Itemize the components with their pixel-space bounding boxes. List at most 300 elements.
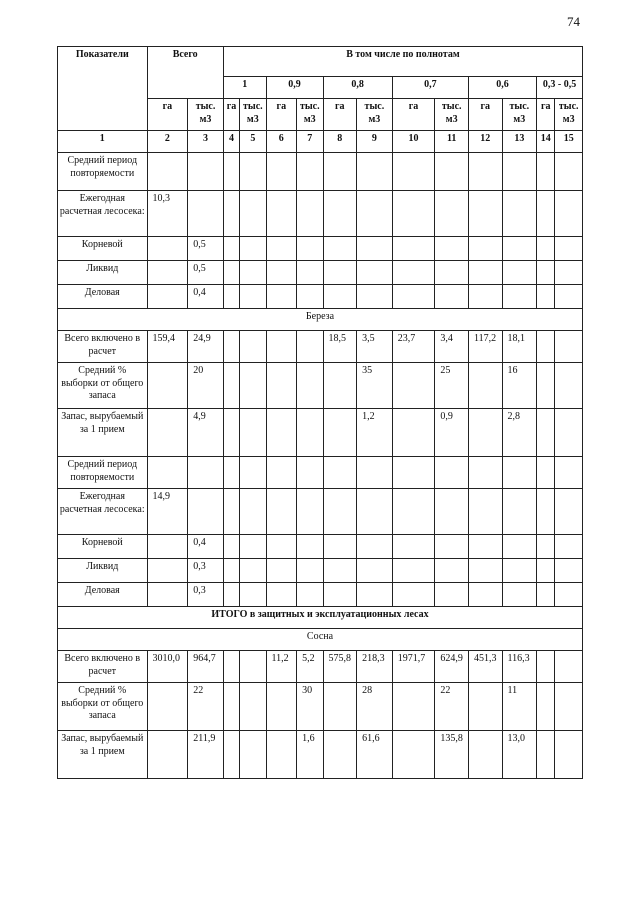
- table-cell: [223, 237, 239, 261]
- table-row: [58, 457, 583, 489]
- table-cell: [223, 559, 239, 583]
- table-cell: 16: [502, 363, 537, 409]
- table-cell: 22: [435, 683, 469, 731]
- table-row: [58, 651, 583, 683]
- column-number: 2: [147, 131, 188, 153]
- table-cell: 575,8: [323, 651, 357, 683]
- table-cell: [266, 261, 297, 285]
- table-cell: [323, 731, 357, 779]
- table-cell: [240, 285, 266, 309]
- header-including-by-density: В том числе по полнотам: [223, 47, 582, 77]
- row-label: Ежегодная расчетная лесосека:: [58, 489, 148, 535]
- table-cell: [555, 457, 583, 489]
- table-cell: [357, 261, 393, 285]
- table-cell: [297, 409, 323, 457]
- table-cell: [502, 261, 537, 285]
- table-cell: [555, 651, 583, 683]
- table-cell: [468, 153, 502, 191]
- table-cell: 4,9: [188, 409, 224, 457]
- table-cell: [240, 683, 266, 731]
- column-number: 10: [392, 131, 435, 153]
- page-number: 74: [567, 14, 580, 29]
- table-cell: [266, 331, 297, 363]
- table-cell: [537, 457, 555, 489]
- unit-ha: га: [392, 99, 435, 131]
- section-row: [58, 629, 583, 651]
- column-number: 9: [357, 131, 393, 153]
- table-cell: [468, 457, 502, 489]
- table-cell: 24,9: [188, 331, 224, 363]
- table-cell: 23,7: [392, 331, 435, 363]
- table-cell: [555, 535, 583, 559]
- table-row: [58, 363, 583, 409]
- row-label: Корневой: [58, 237, 148, 261]
- table-cell: [537, 489, 555, 535]
- table-cell: [223, 583, 239, 607]
- table-cell: [147, 583, 188, 607]
- table-cell: 135,8: [435, 731, 469, 779]
- table-cell: [240, 489, 266, 535]
- row-label: Всего включено в расчет: [58, 331, 148, 363]
- table-cell: [502, 153, 537, 191]
- table-row: [58, 683, 583, 731]
- table-cell: [266, 583, 297, 607]
- table-cell: 5,2: [297, 651, 323, 683]
- table-cell: [323, 261, 357, 285]
- table-cell: [502, 489, 537, 535]
- table-cell: [223, 489, 239, 535]
- table-cell: [435, 237, 469, 261]
- table-cell: [392, 559, 435, 583]
- table-cell: [555, 363, 583, 409]
- table-cell: [297, 261, 323, 285]
- table-cell: [555, 237, 583, 261]
- table-cell: 3010,0: [147, 651, 188, 683]
- table-cell: 117,2: [468, 331, 502, 363]
- table-cell: 0,5: [188, 261, 224, 285]
- table-cell: [223, 191, 239, 237]
- table-cell: [266, 237, 297, 261]
- table-cell: [468, 285, 502, 309]
- table-row: [58, 191, 583, 237]
- table-cell: [468, 191, 502, 237]
- table-cell: [240, 457, 266, 489]
- table-cell: [537, 683, 555, 731]
- table-cell: [240, 583, 266, 607]
- table-cell: [323, 683, 357, 731]
- header-density: 0,6: [468, 77, 536, 99]
- table-cell: [537, 731, 555, 779]
- table-cell: 0,4: [188, 535, 224, 559]
- table-cell: [357, 535, 393, 559]
- column-number: 14: [537, 131, 555, 153]
- table-cell: [223, 153, 239, 191]
- table-row: [58, 731, 583, 779]
- table-cell: 18,5: [323, 331, 357, 363]
- table-cell: [323, 191, 357, 237]
- section-label: Береза: [58, 309, 583, 331]
- table-cell: [223, 261, 239, 285]
- table-cell: [297, 535, 323, 559]
- table-cell: 159,4: [147, 331, 188, 363]
- table-cell: 0,5: [188, 237, 224, 261]
- table-cell: 211,9: [188, 731, 224, 779]
- table-cell: [357, 457, 393, 489]
- table-cell: [240, 535, 266, 559]
- table-cell: [266, 535, 297, 559]
- table-cell: [392, 409, 435, 457]
- table-cell: 964,7: [188, 651, 224, 683]
- table-cell: 116,3: [502, 651, 537, 683]
- table-cell: 61,6: [357, 731, 393, 779]
- table-cell: 0,9: [435, 409, 469, 457]
- table-cell: 18,1: [502, 331, 537, 363]
- table-cell: [502, 237, 537, 261]
- section-label: ИТОГО в защитных и эксплуатационных лесах: [58, 607, 583, 629]
- table-cell: [266, 409, 297, 457]
- table-cell: [147, 535, 188, 559]
- column-number: 12: [468, 131, 502, 153]
- table-cell: [147, 261, 188, 285]
- column-number: 3: [188, 131, 224, 153]
- table-cell: [502, 457, 537, 489]
- table-cell: [297, 457, 323, 489]
- table-cell: [502, 285, 537, 309]
- row-label: Ежегодная расчетная лесосека:: [58, 191, 148, 237]
- table-cell: [223, 331, 239, 363]
- table-row: [58, 331, 583, 363]
- table-cell: 11: [502, 683, 537, 731]
- table-cell: 3,5: [357, 331, 393, 363]
- table-cell: [502, 535, 537, 559]
- table-cell: [266, 731, 297, 779]
- table-row: [58, 285, 583, 309]
- table-cell: 22: [188, 683, 224, 731]
- unit-volume: тыс. м3: [240, 99, 266, 131]
- section-row: [58, 607, 583, 629]
- table-cell: [392, 583, 435, 607]
- header-density: 0,3 - 0,5: [537, 77, 583, 99]
- table-cell: [297, 363, 323, 409]
- table-row: [58, 489, 583, 535]
- row-label: Запас, вырубаемый за 1 прием: [58, 409, 148, 457]
- table-cell: [468, 237, 502, 261]
- table-cell: [435, 285, 469, 309]
- table-cell: [147, 237, 188, 261]
- header-indicators: Показатели: [58, 47, 148, 131]
- table-cell: [223, 535, 239, 559]
- forest-data-table: [57, 46, 583, 779]
- table-cell: [188, 191, 224, 237]
- row-label: Деловая: [58, 285, 148, 309]
- table-cell: [537, 559, 555, 583]
- table-cell: [223, 731, 239, 779]
- table-cell: [323, 363, 357, 409]
- table-cell: [323, 285, 357, 309]
- table-cell: [357, 285, 393, 309]
- table-cell: [266, 559, 297, 583]
- table-cell: [297, 559, 323, 583]
- table-cell: [555, 331, 583, 363]
- table-cell: [392, 261, 435, 285]
- table-cell: [555, 409, 583, 457]
- row-label: Средний период повторяемости: [58, 457, 148, 489]
- table-cell: [240, 261, 266, 285]
- table-cell: [223, 683, 239, 731]
- table-cell: [468, 489, 502, 535]
- table-cell: [468, 261, 502, 285]
- table-row: [58, 409, 583, 457]
- table-cell: [266, 457, 297, 489]
- header-density: 0,8: [323, 77, 392, 99]
- table-cell: 3,4: [435, 331, 469, 363]
- column-number: 1: [58, 131, 148, 153]
- table-cell: 1,6: [297, 731, 323, 779]
- table-cell: 13,0: [502, 731, 537, 779]
- table-cell: [537, 191, 555, 237]
- column-number: 5: [240, 131, 266, 153]
- table-cell: [537, 363, 555, 409]
- unit-ha: га: [323, 99, 357, 131]
- table-cell: 35: [357, 363, 393, 409]
- table-cell: [502, 583, 537, 607]
- table-cell: [392, 457, 435, 489]
- row-label: Корневой: [58, 535, 148, 559]
- table-row: [58, 153, 583, 191]
- unit-volume: тыс. м3: [435, 99, 469, 131]
- table-cell: [147, 363, 188, 409]
- table-cell: [266, 489, 297, 535]
- table-cell: [435, 457, 469, 489]
- table-cell: [147, 153, 188, 191]
- table-cell: [537, 153, 555, 191]
- table-cell: 1,2: [357, 409, 393, 457]
- row-label: Средний % выборки от общего запаса: [58, 683, 148, 731]
- table-cell: 25: [435, 363, 469, 409]
- table-cell: [502, 191, 537, 237]
- table-cell: [392, 683, 435, 731]
- table-cell: [240, 191, 266, 237]
- table-cell: [266, 153, 297, 191]
- table-cell: [435, 153, 469, 191]
- table-cell: 218,3: [357, 651, 393, 683]
- column-number: 13: [502, 131, 537, 153]
- table-cell: [357, 559, 393, 583]
- table-cell: [435, 535, 469, 559]
- table-cell: 1971,7: [392, 651, 435, 683]
- table-cell: [537, 409, 555, 457]
- unit-volume: тыс. м3: [502, 99, 537, 131]
- table-cell: 11,2: [266, 651, 297, 683]
- table-cell: [323, 583, 357, 607]
- table-cell: [435, 489, 469, 535]
- table-cell: [147, 731, 188, 779]
- column-number: 11: [435, 131, 469, 153]
- table-cell: [435, 583, 469, 607]
- table-cell: [537, 583, 555, 607]
- table-row: [58, 559, 583, 583]
- table-row: [58, 261, 583, 285]
- table-cell: 28: [357, 683, 393, 731]
- table-cell: [147, 457, 188, 489]
- table-cell: [147, 285, 188, 309]
- table-cell: [555, 731, 583, 779]
- unit-volume: тыс. м3: [555, 99, 583, 131]
- table-row: [58, 583, 583, 607]
- table-cell: 20: [188, 363, 224, 409]
- unit-ha: га: [147, 99, 188, 131]
- table-cell: [537, 237, 555, 261]
- table-cell: [357, 153, 393, 191]
- table-cell: [435, 191, 469, 237]
- table-cell: [555, 489, 583, 535]
- column-number: 6: [266, 131, 297, 153]
- table-cell: [468, 409, 502, 457]
- table-cell: [392, 363, 435, 409]
- table-cell: [435, 261, 469, 285]
- table-cell: [468, 363, 502, 409]
- table-cell: [392, 237, 435, 261]
- section-row: [58, 309, 583, 331]
- table-cell: [240, 731, 266, 779]
- table-cell: [188, 457, 224, 489]
- table-cell: [223, 457, 239, 489]
- table-cell: [502, 559, 537, 583]
- table-cell: 30: [297, 683, 323, 731]
- table-cell: [297, 331, 323, 363]
- column-number: 8: [323, 131, 357, 153]
- table-cell: [392, 285, 435, 309]
- table-cell: [297, 237, 323, 261]
- table-cell: [223, 363, 239, 409]
- table-row: [58, 535, 583, 559]
- table-cell: 2,8: [502, 409, 537, 457]
- section-label: Сосна: [58, 629, 583, 651]
- table-cell: [188, 153, 224, 191]
- table-cell: [537, 535, 555, 559]
- table-cell: [266, 683, 297, 731]
- table-cell: [147, 409, 188, 457]
- unit-volume: тыс. м3: [297, 99, 323, 131]
- table-cell: [266, 285, 297, 309]
- row-label: Деловая: [58, 583, 148, 607]
- table-cell: [555, 191, 583, 237]
- table-cell: [240, 559, 266, 583]
- table-cell: [468, 683, 502, 731]
- table-cell: [537, 261, 555, 285]
- header-total: Всего: [147, 47, 223, 99]
- table-cell: [240, 331, 266, 363]
- table-cell: [392, 731, 435, 779]
- table-cell: [357, 237, 393, 261]
- table-cell: [266, 363, 297, 409]
- table-cell: 624,9: [435, 651, 469, 683]
- table-cell: [323, 153, 357, 191]
- table-cell: [555, 559, 583, 583]
- table-cell: [223, 285, 239, 309]
- column-number: 7: [297, 131, 323, 153]
- table-cell: [240, 651, 266, 683]
- table-cell: [392, 535, 435, 559]
- table-cell: [223, 651, 239, 683]
- table-cell: [188, 489, 224, 535]
- table-cell: [392, 489, 435, 535]
- table-cell: [297, 153, 323, 191]
- table-cell: [357, 191, 393, 237]
- table-cell: [266, 191, 297, 237]
- table-cell: [223, 409, 239, 457]
- header-density: 1: [223, 77, 266, 99]
- table-cell: [468, 559, 502, 583]
- table-cell: 14,9: [147, 489, 188, 535]
- row-label: Ликвид: [58, 261, 148, 285]
- unit-ha: га: [468, 99, 502, 131]
- table-cell: [392, 191, 435, 237]
- column-number: 15: [555, 131, 583, 153]
- table-cell: [555, 583, 583, 607]
- table-cell: [323, 535, 357, 559]
- table-cell: [323, 457, 357, 489]
- table-cell: [147, 559, 188, 583]
- table-cell: [147, 683, 188, 731]
- table-cell: [297, 285, 323, 309]
- table-cell: 0,4: [188, 285, 224, 309]
- column-number: 4: [223, 131, 239, 153]
- unit-volume: тыс. м3: [188, 99, 224, 131]
- unit-ha: га: [537, 99, 555, 131]
- row-label: Запас, вырубаемый за 1 прием: [58, 731, 148, 779]
- header-density: 0,7: [392, 77, 468, 99]
- table-cell: [468, 535, 502, 559]
- table-cell: [468, 731, 502, 779]
- table-cell: 10,3: [147, 191, 188, 237]
- table-cell: 0,3: [188, 583, 224, 607]
- table-cell: [297, 583, 323, 607]
- row-label: Средний период повторяемости: [58, 153, 148, 191]
- table-cell: [297, 191, 323, 237]
- table-cell: [323, 237, 357, 261]
- table-cell: [297, 489, 323, 535]
- table-cell: 0,3: [188, 559, 224, 583]
- table-cell: [323, 409, 357, 457]
- row-label: Всего включено в расчет: [58, 651, 148, 683]
- row-label: Ликвид: [58, 559, 148, 583]
- header-density: 0,9: [266, 77, 323, 99]
- unit-ha: га: [266, 99, 297, 131]
- table-cell: [435, 559, 469, 583]
- table-cell: [240, 153, 266, 191]
- unit-ha: га: [223, 99, 239, 131]
- table-cell: [537, 651, 555, 683]
- row-label: Средний % выборки от общего запаса: [58, 363, 148, 409]
- table-row: [58, 237, 583, 261]
- table-cell: [323, 489, 357, 535]
- table-cell: [537, 285, 555, 309]
- table-cell: [240, 237, 266, 261]
- table-cell: [357, 583, 393, 607]
- table-cell: [555, 285, 583, 309]
- table-cell: [555, 261, 583, 285]
- table-cell: 451,3: [468, 651, 502, 683]
- table-cell: [555, 683, 583, 731]
- table-cell: [555, 153, 583, 191]
- table-cell: [537, 331, 555, 363]
- table-cell: [392, 153, 435, 191]
- table-cell: [323, 559, 357, 583]
- table-cell: [240, 409, 266, 457]
- table-cell: [240, 363, 266, 409]
- unit-volume: тыс. м3: [357, 99, 393, 131]
